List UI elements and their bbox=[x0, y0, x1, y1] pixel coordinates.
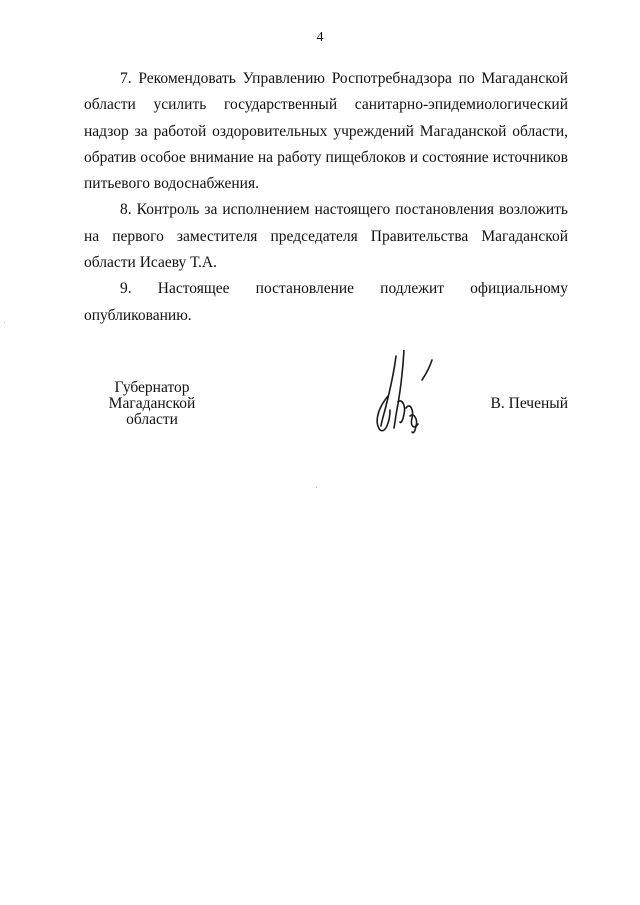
signer-name: В. Печеный bbox=[490, 395, 568, 412]
signer-position: Губернатор bbox=[114, 379, 190, 396]
document-body bbox=[84, 66, 568, 329]
paragraph-8: 8. Контроль за исполнением настоящего постановления возложить на первого заместителя председателя Правительства Магаданской области Исаеву Т.А. bbox=[84, 201, 568, 272]
signature-block bbox=[0, 380, 640, 440]
page-number: 4 bbox=[316, 30, 324, 45]
signer-title bbox=[82, 380, 222, 428]
scan-speck bbox=[4, 322, 5, 323]
signer-region: Магаданской области bbox=[108, 395, 196, 428]
paragraph-7: 7. Рекомендовать Управлению Роспотребнадзора по Магаданской области усилить государственный санитарно-эпидемиологический надзор за работой оздоровительных учреждений Магаданской области, обратив особое внимание на работу пищеблоков и состояние источников питьевого водоснабжения. bbox=[84, 70, 568, 193]
scan-speck bbox=[316, 487, 317, 488]
handwritten-signature bbox=[368, 350, 458, 440]
paragraph-9: 9. Настоящее постановление подлежит официальному опубликованию. bbox=[84, 280, 568, 324]
